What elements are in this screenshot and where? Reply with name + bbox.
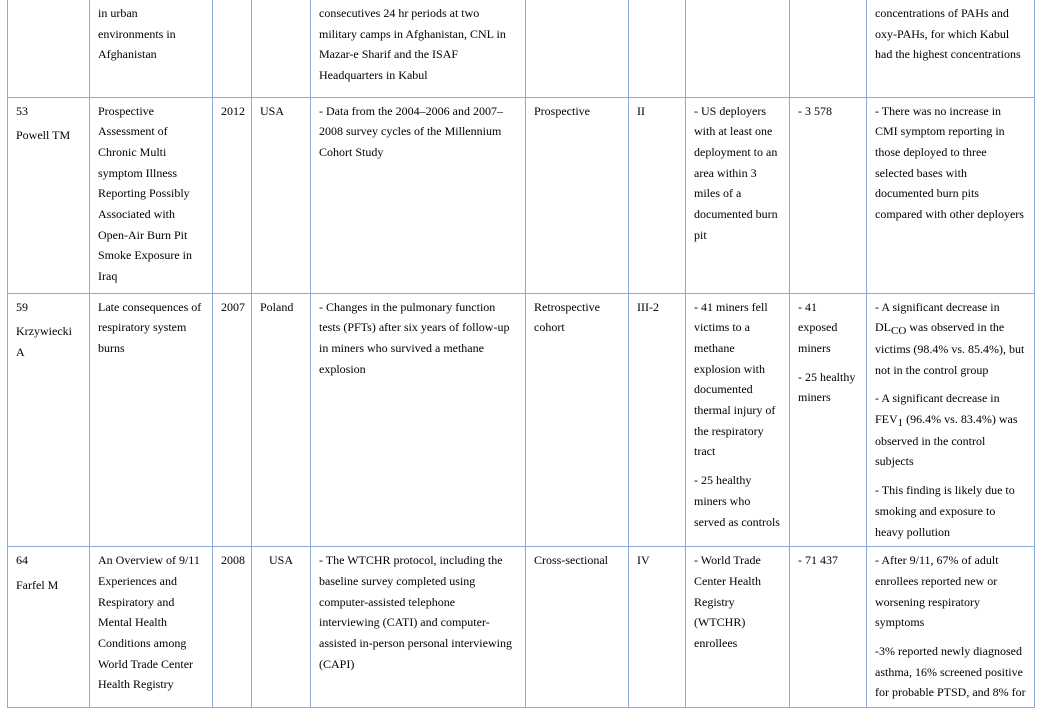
sample-cell: - 3 578: [790, 97, 867, 293]
title-cell: Late consequences of respiratory system burns: [90, 293, 213, 547]
results-cell: concentrations of PAHs and oxy-PAHs, for which Kabul had the highest concentrations: [867, 0, 1035, 97]
country-cell: USA: [252, 547, 311, 708]
level-cell: IV: [629, 547, 686, 708]
study-author: Powell TM: [16, 128, 71, 143]
title-cell: Prospective Assessment of Chronic Multi symptom Illness Reporting Possibly Associated with Open-Air Burn Pit Smoke Exposure in Iraq: [90, 97, 213, 293]
subscript: CO: [891, 325, 907, 338]
id-cell: [8, 97, 90, 293]
methods-cell: - The WTCHR protocol, including the baseline survey completed using computer-assisted telephone interviewing (CATI) and computer-assisted in-person personal interviewing (CAPI): [311, 547, 526, 708]
study-number: 53: [16, 103, 28, 118]
year-cell: 2012: [213, 97, 252, 293]
sample-cell: [790, 293, 867, 547]
title-cell: in urban environments in Afghanistan: [90, 0, 213, 97]
sample-paragraph: - 25 healthy miners: [798, 369, 856, 405]
subscript: 1: [897, 417, 904, 430]
methods-cell: consecutives 24 hr periods at two military camps in Afghanistan, CNL in Mazar-e Sharif and the ISAF Headquarters in Kabul: [311, 0, 526, 97]
results-paragraph: - This finding is likely due to smoking and exposure to heavy pollution: [875, 483, 1015, 539]
sample-cell: [790, 0, 867, 97]
design-cell: Retrospective cohort: [526, 293, 629, 547]
study-number: 64: [16, 553, 28, 568]
year-cell: 2008: [213, 547, 252, 708]
methods-cell: - Data from the 2004–2006 and 2007–2008 survey cycles of the Millennium Cohort Study: [311, 97, 526, 293]
sample-paragraph: - 41 exposed miners: [798, 299, 838, 355]
design-cell: [526, 0, 629, 97]
id-cell: [8, 547, 90, 708]
population-cell: [686, 293, 790, 547]
results-paragraph: - A significant decrease in DLCO was observed in the victims (98.4% vs. 85.4%), but not in the control group: [875, 299, 1025, 377]
table-row: [8, 97, 1035, 293]
design-cell: Cross-sectional: [526, 547, 629, 708]
level-cell: [629, 0, 686, 97]
population-cell: [686, 0, 790, 97]
country-cell: [252, 0, 311, 97]
population-paragraph: - 25 healthy miners who served as controls: [694, 473, 780, 529]
study-author: Farfel M: [16, 577, 59, 592]
year-cell: [213, 0, 252, 97]
results-cell: [867, 547, 1035, 708]
results-cell: - There was no increase in CMI symptom reporting in those deployed to three selected bases with documented burn pits compared with other deployers: [867, 97, 1035, 293]
methods-cell: - Changes in the pulmonary function tests (PFTs) after six years of follow-up in miners who survived a methane explosion: [311, 293, 526, 547]
results-paragraph: - After 9/11, 67% of adult enrollees reported new or worsening respiratory symptoms: [875, 553, 999, 630]
id-cell: [8, 0, 90, 97]
study-author: Krzywiecki A: [16, 324, 72, 359]
study-number: 59: [16, 299, 28, 314]
population-cell: - World Trade Center Health Registry (WTCHR) enrollees: [686, 547, 790, 708]
id-cell: [8, 293, 90, 547]
country-cell: USA: [252, 97, 311, 293]
design-cell: Prospective: [526, 97, 629, 293]
table-row: [8, 293, 1035, 547]
population-paragraph: - 41 miners fell victims to a methane explosion with documented thermal injury of the respiratory tract: [694, 299, 776, 459]
level-cell: III-2: [629, 293, 686, 547]
table-row: [8, 547, 1035, 708]
country-cell: Poland: [252, 293, 311, 547]
studies-table: [7, 0, 1035, 708]
table-row: [8, 0, 1035, 97]
population-cell: - US deployers with at least one deployment to an area within 3 miles of a documented burn pit: [686, 97, 790, 293]
results-paragraph: -3% reported newly diagnosed asthma, 16% screened positive for probable PTSD, and 8% for: [875, 644, 1026, 700]
title-cell: An Overview of 9/11 Experiences and Respiratory and Mental Health Conditions among World Trade Center Health Registry: [90, 547, 213, 708]
results-paragraph: - A significant decrease in FEV1 (96.4% vs. 83.4%) was observed in the control subjects: [875, 391, 1018, 469]
year-cell: 2007: [213, 293, 252, 547]
level-cell: II: [629, 97, 686, 293]
sample-cell: - 71 437: [790, 547, 867, 708]
results-cell: [867, 293, 1035, 547]
